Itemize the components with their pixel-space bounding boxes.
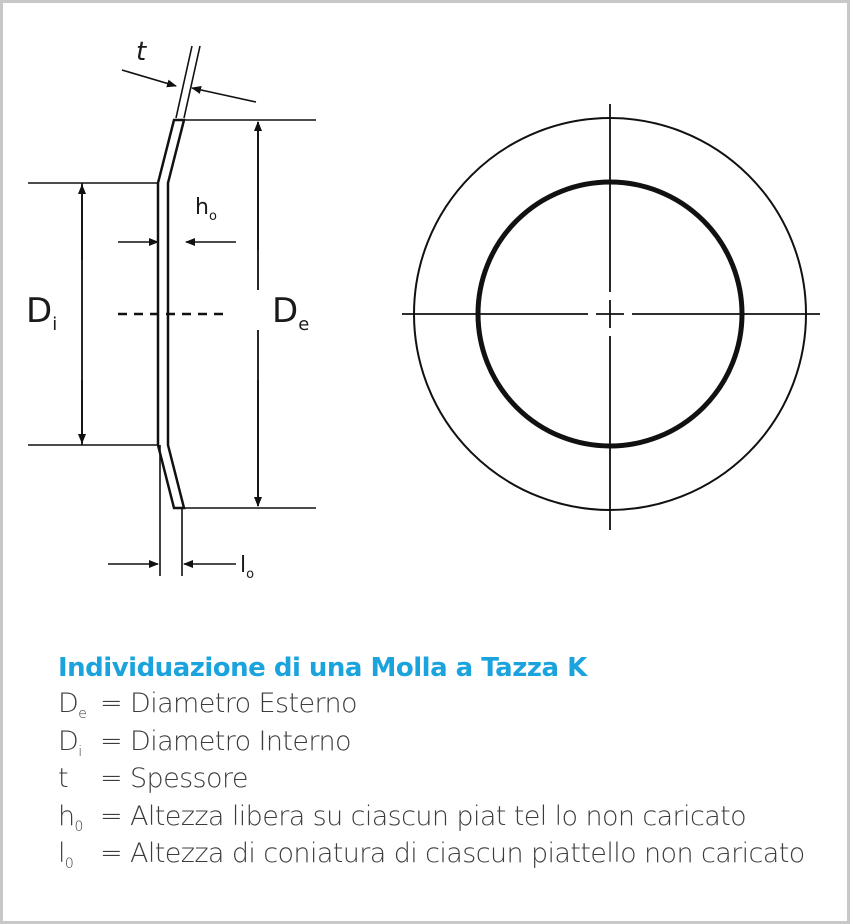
legend-item [58, 838, 838, 876]
legend-list [58, 688, 838, 876]
legend-item [58, 801, 838, 839]
legend-item [58, 726, 838, 764]
legend-item [58, 688, 838, 726]
legend-item [58, 763, 838, 801]
t-label: t [136, 37, 147, 67]
di-label: $D_i$ [26, 291, 58, 335]
de-label: $D_e$ [272, 291, 310, 335]
legend-description: = Spessore [100, 763, 248, 794]
ho-label: $h_o$ [195, 195, 217, 224]
spring-front-view [402, 104, 820, 530]
legend-symbol: $h_0$ [58, 800, 83, 835]
legend-title: Individuazione di una Molla a Tazza K [58, 653, 587, 683]
legend-symbol: $l_0$ [58, 838, 74, 872]
extension-lines [28, 120, 316, 576]
legend-description: = Altezza di coniatura di ciascun piattello non caricato [100, 838, 805, 869]
legend-description: = Diametro Interno [100, 725, 351, 757]
legend-symbol: t [58, 763, 68, 794]
legend-description: = Diametro Esterno [100, 688, 357, 719]
legend-symbol: $D_i$ [58, 725, 82, 760]
center-cross [402, 104, 820, 530]
legend-description: = Altezza libera su ciascun piat tel lo non caricato [100, 800, 747, 832]
lo-label: $l_o$ [240, 553, 255, 582]
legend [58, 648, 838, 876]
legend-symbol: $D_e$ [58, 688, 87, 722]
